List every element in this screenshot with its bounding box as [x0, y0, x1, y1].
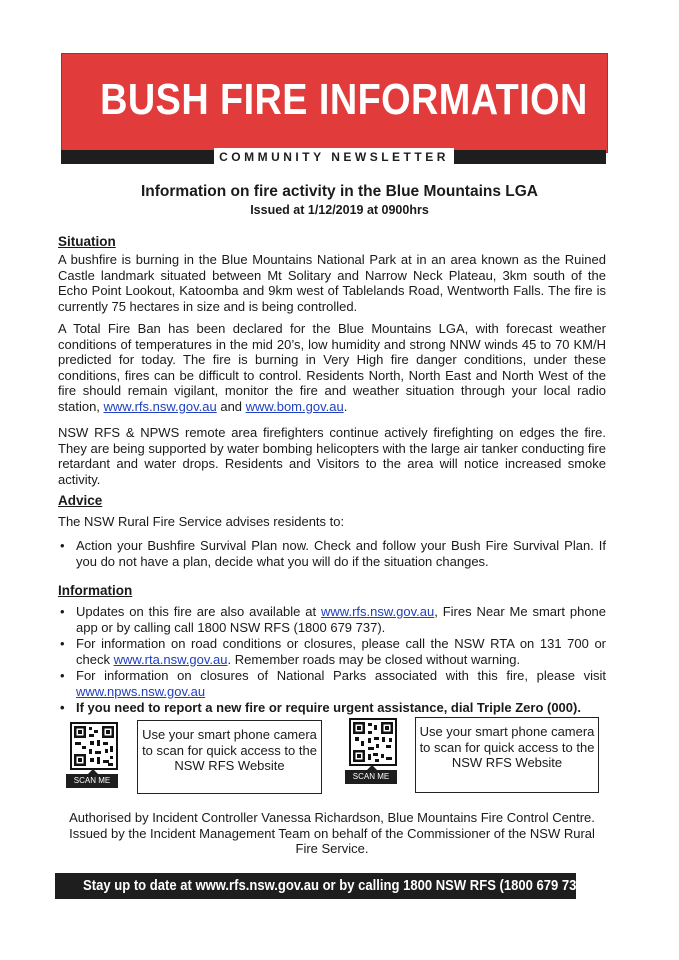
- info-b2-post: . Remember roads may be closed without warning.: [227, 651, 521, 667]
- qr-code-icon[interactable]: [349, 718, 397, 766]
- situation-p2-end: .: [343, 398, 348, 414]
- authorisation-text: Authorised by Incident Controller Vanessa Richardson, Blue Mountains Fire Control Centre. Issued by the Incident Management Team on behalf of the Commissioner of the NSW Rural Fire Service.: [69, 810, 595, 856]
- situation-heading: Situation: [58, 234, 116, 249]
- info-b2-pre: For information on road conditions or closures, please call the NSW RTA on 131 700 or check: [76, 636, 606, 667]
- advice-heading: Advice: [58, 493, 103, 508]
- page-headline: Information on fire activity in the Blue Mountains LGA: [141, 183, 538, 200]
- footer-bar-text: Stay up to date at www.rfs.nsw.gov.au or by calling 1800 NSW RFS (1800 679 737): [83, 878, 589, 894]
- info-b1-pre: Updates on this fire are also available at: [76, 604, 322, 619]
- situation-paragraph-1: A bushfire is burning in the Blue Mountains National Park at in an area known as the Ruined Castle landmark situated between Mt Solitary and Narrow Neck Plateau, 3km south of the Echo Point Lookout, Katoomba and 9km west of Tablelands Road, Wentworth Falls. The fire is currently 75 hectares in size and is being controlled.: [58, 252, 606, 314]
- issued-date: Issued at 1/12/2019 at 0900hrs: [250, 203, 429, 217]
- advice-intro: The NSW Rural Fire Service advises residents to:: [58, 514, 345, 529]
- info-bullet-roads: [58, 636, 606, 667]
- information-heading: Information: [58, 583, 133, 598]
- advice-list: [58, 538, 606, 570]
- rfs-link[interactable]: www.rfs.nsw.gov.au: [103, 398, 217, 414]
- rfs-info-link[interactable]: www.rfs.nsw.gov.au: [321, 604, 435, 619]
- info-bullet-emergency: • If you need to report a new fire or require urgent assistance, dial Triple Zero (000).: [58, 700, 606, 716]
- newsletter-label: COMMUNITY NEWSLETTER: [214, 148, 454, 166]
- scan-me-label: SCAN ME: [345, 770, 397, 784]
- situation-paragraph-2: [58, 321, 606, 414]
- qr-info-box-2: Use your smart phone camera to scan for quick access to the NSW RFS Website: [415, 717, 599, 793]
- header-banner: [61, 53, 608, 153]
- rta-link[interactable]: www.rta.nsw.gov.au: [113, 651, 228, 667]
- banner-title: BUSH FIRE INFORMATION: [100, 75, 588, 124]
- situation-p2-text: A Total Fire Ban has been declared for the Blue Mountains LGA, with forecast weather conditions of temperatures in the mid 20’s, low humidity and strong NNW winds 45 to 70 KM/H predicted for today. The fire is burning in Very High fire danger conditions, under these conditions, fires can be difficult to control. Residents North, North East and North West of the fire should remain vigilant, monitor the fire and weather situation through your local radio station,: [58, 321, 606, 414]
- situation-paragraph-3: NSW RFS & NPWS remote area firefighters continue actively firefighting on edges the fire. They are being supported by water bombing helicopters with the large air tanker conducting fire retardant and water drops. Residents and Visitors to the area will notice increased smoke activity.: [58, 425, 606, 487]
- info-b3-pre: For information on closures of National Parks associated with this fire, please visit: [76, 668, 606, 683]
- advice-bullet: • Action your Bushfire Survival Plan now. Check and follow your Bush Fire Survival Plan. If you do not have a plan, decide what you will do if the situation changes.: [58, 538, 606, 569]
- footer-bar: [55, 873, 589, 899]
- information-list: [58, 604, 606, 717]
- info-b1-post: , Fires Near Me smart phone app or by calling call 1800 NSW RFS (1800 679 737).: [76, 604, 607, 635]
- scan-me-label: SCAN ME: [66, 774, 118, 788]
- info-bullet-updates: [58, 604, 606, 635]
- situation-p2-and: and: [216, 398, 246, 414]
- bom-link[interactable]: www.bom.gov.au: [245, 398, 344, 414]
- qr-code-icon[interactable]: [70, 722, 118, 770]
- info-bullet-parks: [58, 668, 606, 699]
- npws-link[interactable]: www.npws.nsw.gov.au: [76, 683, 206, 699]
- qr-block-2: [345, 718, 401, 790]
- qr-info-box-1: Use your smart phone camera to scan for quick access to the NSW RFS Website: [137, 720, 322, 794]
- qr-block-1: [66, 722, 122, 794]
